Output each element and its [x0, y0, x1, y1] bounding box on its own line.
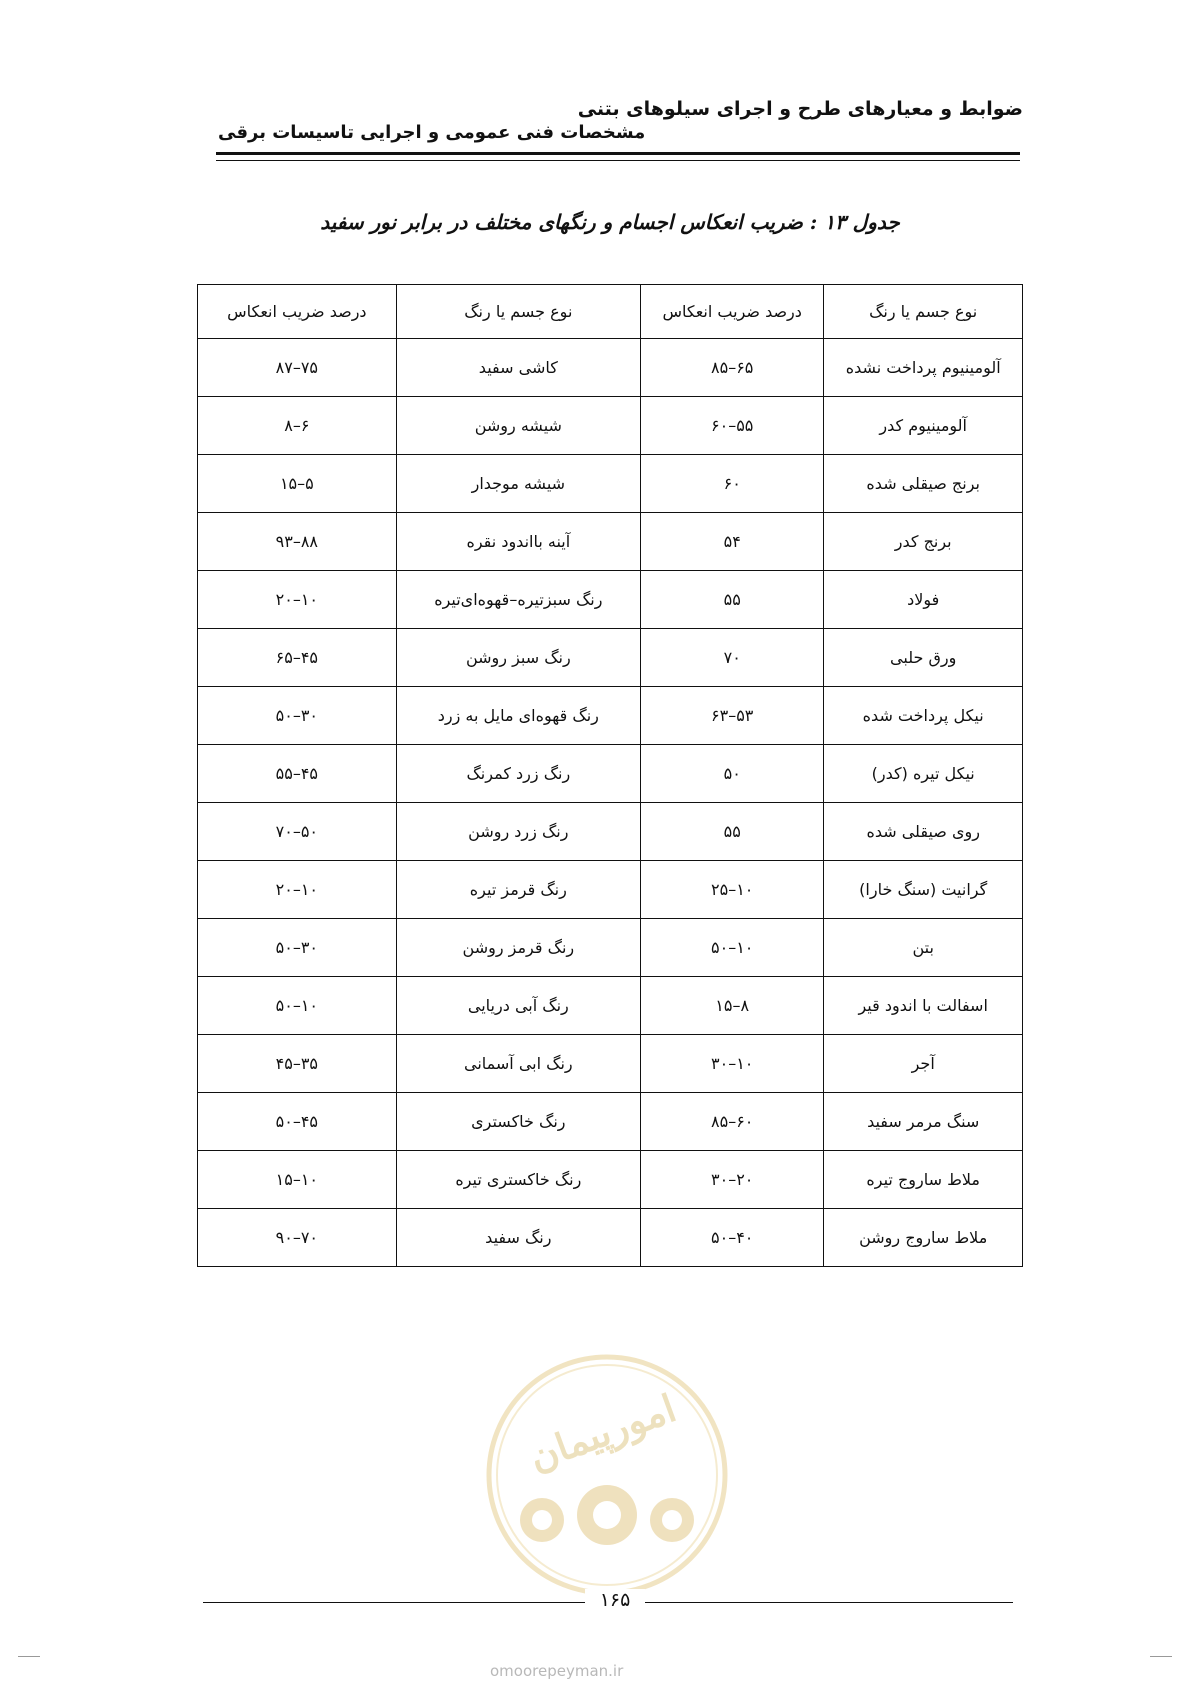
reflectance-value-cell: ۴۵–۵۵	[198, 745, 397, 803]
table-row	[198, 977, 1023, 1035]
reflectance-value-cell: ۱۰–۳۰	[641, 1035, 824, 1093]
reflectance-value-cell: ۷۵–۸۷	[198, 339, 397, 397]
reflectance-value-cell: ۶۰–۸۵	[641, 1093, 824, 1151]
material-name-cell: رنگ قهوه‌ای مایل به زرد	[396, 687, 640, 745]
material-name-cell: ورق حلبی	[824, 629, 1023, 687]
section-title: مشخصات فنی عمومی و اجرایی تاسیسات برقی	[218, 122, 646, 143]
table-row	[198, 745, 1023, 803]
table-row	[198, 629, 1023, 687]
material-name-cell: رنگ ابی آسمانی	[396, 1035, 640, 1093]
table-caption: جدول ۱۳ : ضریب انعکاس اجسام و رنگهای مختلف در برابر نور سفید	[320, 210, 900, 234]
column-header-material-2: نوع جسم یا رنگ	[396, 285, 640, 339]
material-name-cell: رنگ قرمز روشن	[396, 919, 640, 977]
column-header-reflectance-2: درصد ضریب انعکاس	[198, 285, 397, 339]
table-body	[198, 339, 1023, 1267]
reflectance-value-cell: ۵۳–۶۳	[641, 687, 824, 745]
material-name-cell: ملاط ساروج تیره	[824, 1151, 1023, 1209]
table-row	[198, 1035, 1023, 1093]
watermark-site: omoorepeyman.ir	[490, 1662, 624, 1680]
material-name-cell: سنگ مرمر سفید	[824, 1093, 1023, 1151]
table-row	[198, 571, 1023, 629]
watermark-logo	[482, 1350, 732, 1600]
material-name-cell: بتن	[824, 919, 1023, 977]
watermark-logo-text: امورپیمان	[523, 1385, 682, 1480]
document-series-title: ضوابط و معیارهای طرح و اجرای سیلوهای بتنی	[577, 98, 1023, 120]
reflectance-value-cell: ۲۰–۳۰	[641, 1151, 824, 1209]
reflectance-value-cell: ۱۰–۲۰	[198, 571, 397, 629]
reflectance-value-cell: ۱۰–۱۵	[198, 1151, 397, 1209]
reflectance-value-cell: ۱۰–۵۰	[198, 977, 397, 1035]
material-name-cell: نیکل پرداخت شده	[824, 687, 1023, 745]
reflectance-value-cell: ۵۰–۷۰	[198, 803, 397, 861]
reflectance-value-cell: ۵–۱۵	[198, 455, 397, 513]
reflectance-value-cell: ۶۰	[641, 455, 824, 513]
material-name-cell: رنگ آبی دریایی	[396, 977, 640, 1035]
material-name-cell: رنگ خاکستری تیره	[396, 1151, 640, 1209]
material-name-cell: آجر	[824, 1035, 1023, 1093]
material-name-cell: رنگ سبزتیره–قهوه‌ای‌تیره	[396, 571, 640, 629]
material-name-cell: برنج صیقلی شده	[824, 455, 1023, 513]
table-row	[198, 513, 1023, 571]
material-name-cell: آلومینیوم کدر	[824, 397, 1023, 455]
reflectance-value-cell: ۱۰–۲۵	[641, 861, 824, 919]
reflectance-value-cell: ۵۵	[641, 571, 824, 629]
reflectance-value-cell: ۵۴	[641, 513, 824, 571]
page-number: ۱۶۵	[585, 1589, 645, 1611]
material-name-cell: رنگ زرد روشن	[396, 803, 640, 861]
table-row	[198, 455, 1023, 513]
reflectance-value-cell: ۵۵	[641, 803, 824, 861]
material-name-cell: اسفالت با اندود قیر	[824, 977, 1023, 1035]
table-row	[198, 339, 1023, 397]
material-name-cell: رنگ سفید	[396, 1209, 640, 1267]
reflectance-value-cell: ۶۵–۸۵	[641, 339, 824, 397]
reflectance-value-cell: ۵۰	[641, 745, 824, 803]
crop-mark-left	[18, 1656, 40, 1657]
reflectance-value-cell: ۱۰–۲۰	[198, 861, 397, 919]
reflectance-value-cell: ۸۸–۹۳	[198, 513, 397, 571]
reflectance-value-cell: ۴۵–۵۰	[198, 1093, 397, 1151]
material-name-cell: رنگ قرمز تیره	[396, 861, 640, 919]
material-name-cell: روی صیقلی شده	[824, 803, 1023, 861]
crop-mark-right	[1150, 1656, 1172, 1657]
reflectance-value-cell: ۸–۱۵	[641, 977, 824, 1035]
table-row	[198, 861, 1023, 919]
column-header-reflectance: درصد ضریب انعکاس	[641, 285, 824, 339]
reflectance-value-cell: ۳۵–۴۵	[198, 1035, 397, 1093]
material-name-cell: رنگ خاکستری	[396, 1093, 640, 1151]
material-name-cell: رنگ زرد کمرنگ	[396, 745, 640, 803]
table-row	[198, 803, 1023, 861]
header-divider-thin	[216, 160, 1020, 161]
table-header-row	[198, 285, 1023, 339]
material-name-cell: شیشه روشن	[396, 397, 640, 455]
reflectance-value-cell: ۳۰–۵۰	[198, 919, 397, 977]
reflectance-table	[197, 284, 1023, 1267]
reflectance-value-cell: ۳۰–۵۰	[198, 687, 397, 745]
reflectance-value-cell: ۴۵–۶۵	[198, 629, 397, 687]
material-name-cell: گرانیت (سنگ خارا)	[824, 861, 1023, 919]
material-name-cell: نیکل تیره (کدر)	[824, 745, 1023, 803]
material-name-cell: ملاط ساروج روشن	[824, 1209, 1023, 1267]
material-name-cell: برنج کدر	[824, 513, 1023, 571]
table-row	[198, 1209, 1023, 1267]
table-row	[198, 397, 1023, 455]
material-name-cell: آلومینیوم پرداخت نشده	[824, 339, 1023, 397]
reflectance-value-cell: ۷۰–۹۰	[198, 1209, 397, 1267]
material-name-cell: فولاد	[824, 571, 1023, 629]
material-name-cell: آینه بااندود نقره	[396, 513, 640, 571]
table-row	[198, 919, 1023, 977]
header-divider-thick	[216, 152, 1020, 155]
reflectance-value-cell: ۴۰–۵۰	[641, 1209, 824, 1267]
table-row	[198, 687, 1023, 745]
table-row	[198, 1093, 1023, 1151]
material-name-cell: کاشی سفید	[396, 339, 640, 397]
material-name-cell: رنگ سبز روشن	[396, 629, 640, 687]
column-header-material: نوع جسم یا رنگ	[824, 285, 1023, 339]
reflectance-value-cell: ۶–۸	[198, 397, 397, 455]
reflectance-value-cell: ۵۵–۶۰	[641, 397, 824, 455]
material-name-cell: شیشه موجدار	[396, 455, 640, 513]
reflectance-value-cell: ۷۰	[641, 629, 824, 687]
reflectance-value-cell: ۱۰–۵۰	[641, 919, 824, 977]
table-row	[198, 1151, 1023, 1209]
